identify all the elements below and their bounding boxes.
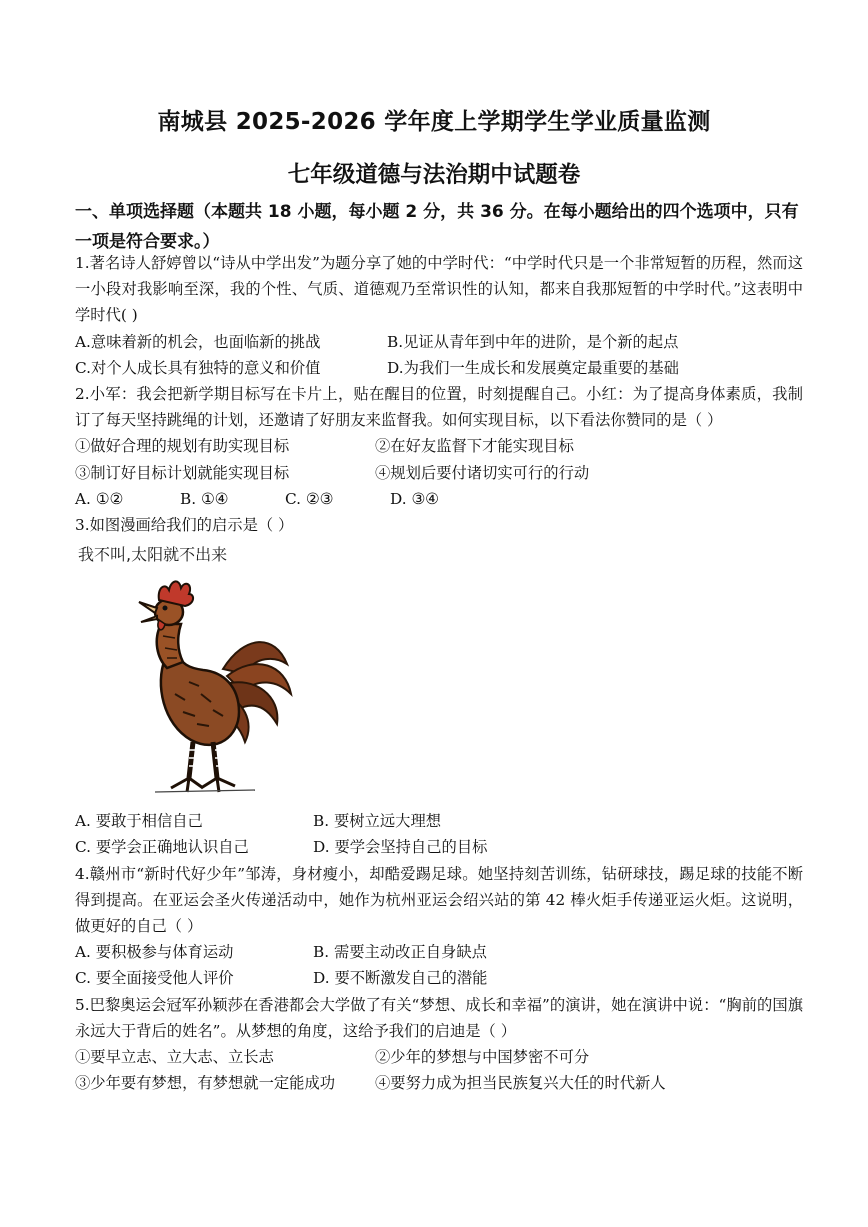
question-1-option-a: A.意味着新的机会，也面临新的挑战 bbox=[75, 332, 321, 351]
question-3-options-row-1 bbox=[75, 808, 803, 834]
question-3-option-a: A. 要敢于相信自己 bbox=[75, 812, 203, 831]
question-4-option-c: C. 要全面接受他人评价 bbox=[75, 969, 234, 988]
question-3-option-c: C. 要学会正确地认识自己 bbox=[75, 838, 249, 857]
question-1-options-row-2 bbox=[75, 355, 803, 381]
rooster-illustration bbox=[105, 564, 305, 804]
question-1-option-d: D.为我们一生成长和发展奠定最重要的基础 bbox=[387, 358, 679, 377]
question-2-options-row bbox=[75, 486, 803, 512]
question-4-options-row-1 bbox=[75, 939, 803, 965]
question-2-stem: 2.小军：我会把新学期目标写在卡片上，贴在醒目的位置，时刻提醒自己。小红：为了提高身体素质，我制订了每天坚持跳绳的计划，还邀请了好朋友来监督我。如何实现目标，以下看法你赞同的是（ ） bbox=[75, 385, 803, 430]
question-3-options-row-2 bbox=[75, 834, 803, 860]
question-1-stem: 1.著名诗人舒婷曾以“诗从中学出发”为题分享了她的中学时代：“中学时代只是一个非常短暂的历程，然而这一小段对我影响至深，我的个性、气质、道德观乃至常识性的认知，都来自我那短暂的中学时代。”这表明中学时代( ) bbox=[75, 254, 803, 325]
question-5-statement-2: ②少年的梦想与中国梦密不可分 bbox=[375, 1048, 590, 1067]
question-4-option-d: D. 要不断激发自己的潜能 bbox=[313, 969, 488, 988]
question-5-statement-4: ④要努力成为担当民族复兴大任的时代新人 bbox=[375, 1074, 666, 1093]
question-4-option-a: A. 要积极参与体育运动 bbox=[75, 943, 234, 962]
section-heading: 一、单项选择题（本题共 18 小题，每小题 2 分，共 36 分。在每小题给出的四个选项中，只有一项是符合要求。） bbox=[75, 202, 799, 252]
questions-body bbox=[75, 250, 803, 1096]
question-2-statement-1: ①做好合理的规划有助实现目标 bbox=[75, 437, 290, 456]
rooster-cartoon bbox=[75, 538, 803, 808]
question-5-statement-3: ③少年要有梦想，有梦想就一定能成功 bbox=[75, 1074, 336, 1093]
question-4-stem: 4.赣州市“新时代好少年”邹涛，身材瘦小，却酷爱踢足球。她坚持刻苦训练，钻研球技，踢足球的技能不断得到提高。在亚运会圣火传递活动中，她作为杭州亚运会绍兴站的第 42 棒火炬手传递亚运火炬。这说明，做更好的自己（ ） bbox=[75, 864, 803, 936]
exam-subtitle: 七年级道德与法治期中试题卷 bbox=[287, 162, 581, 188]
question-2-statement-3: ③制订好目标计划就能实现目标 bbox=[75, 463, 290, 482]
question-5-statement-1: ①要早立志、立大志、立长志 bbox=[75, 1048, 274, 1067]
question-2-statements-row-1 bbox=[75, 433, 803, 459]
question-5-statements-row-2 bbox=[75, 1070, 803, 1096]
question-2-statements-row-2 bbox=[75, 460, 803, 486]
question-2-statement-2: ②在好友监督下才能实现目标 bbox=[375, 437, 574, 456]
question-5-stem: 5.巴黎奥运会冠军孙颖莎在香港都会大学做了有关“梦想、成长和幸福”的演讲，她在演讲中说：“胸前的国旗永远大于背后的姓名”。从梦想的角度，这给予我们的启迪是（ ） bbox=[75, 995, 803, 1040]
question-4-option-b: B. 需要主动改正自身缺点 bbox=[313, 943, 487, 962]
question-3-option-d: D. 要学会坚持自己的目标 bbox=[313, 838, 488, 857]
question-4-options-row-2 bbox=[75, 965, 803, 991]
question-1-option-b: B.见证从青年到中年的进阶，是个新的起点 bbox=[387, 332, 679, 351]
question-2-option-c: C. ②③ bbox=[285, 489, 334, 508]
question-2-statement-4: ④规划后要付诸切实可行的行动 bbox=[375, 463, 590, 482]
question-2-option-d: D. ③④ bbox=[390, 489, 439, 508]
exam-title: 南城县 2025-2026 学年度上学期学生学业质量监测 bbox=[157, 109, 711, 135]
question-5-statements-row-1 bbox=[75, 1044, 803, 1070]
cartoon-caption: 我不叫,太阳就不出来 bbox=[78, 545, 228, 565]
question-3-option-b: B. 要树立远大理想 bbox=[313, 812, 442, 831]
question-2-option-a: A. ①② bbox=[75, 489, 124, 508]
question-1-option-c: C.对个人成长具有独特的意义和价值 bbox=[75, 358, 321, 377]
question-2-option-b: B. ①④ bbox=[180, 489, 229, 508]
question-3-stem: 3.如图漫画给我们的启示是（ ） bbox=[75, 516, 294, 535]
question-1-options-row-1 bbox=[75, 329, 803, 355]
